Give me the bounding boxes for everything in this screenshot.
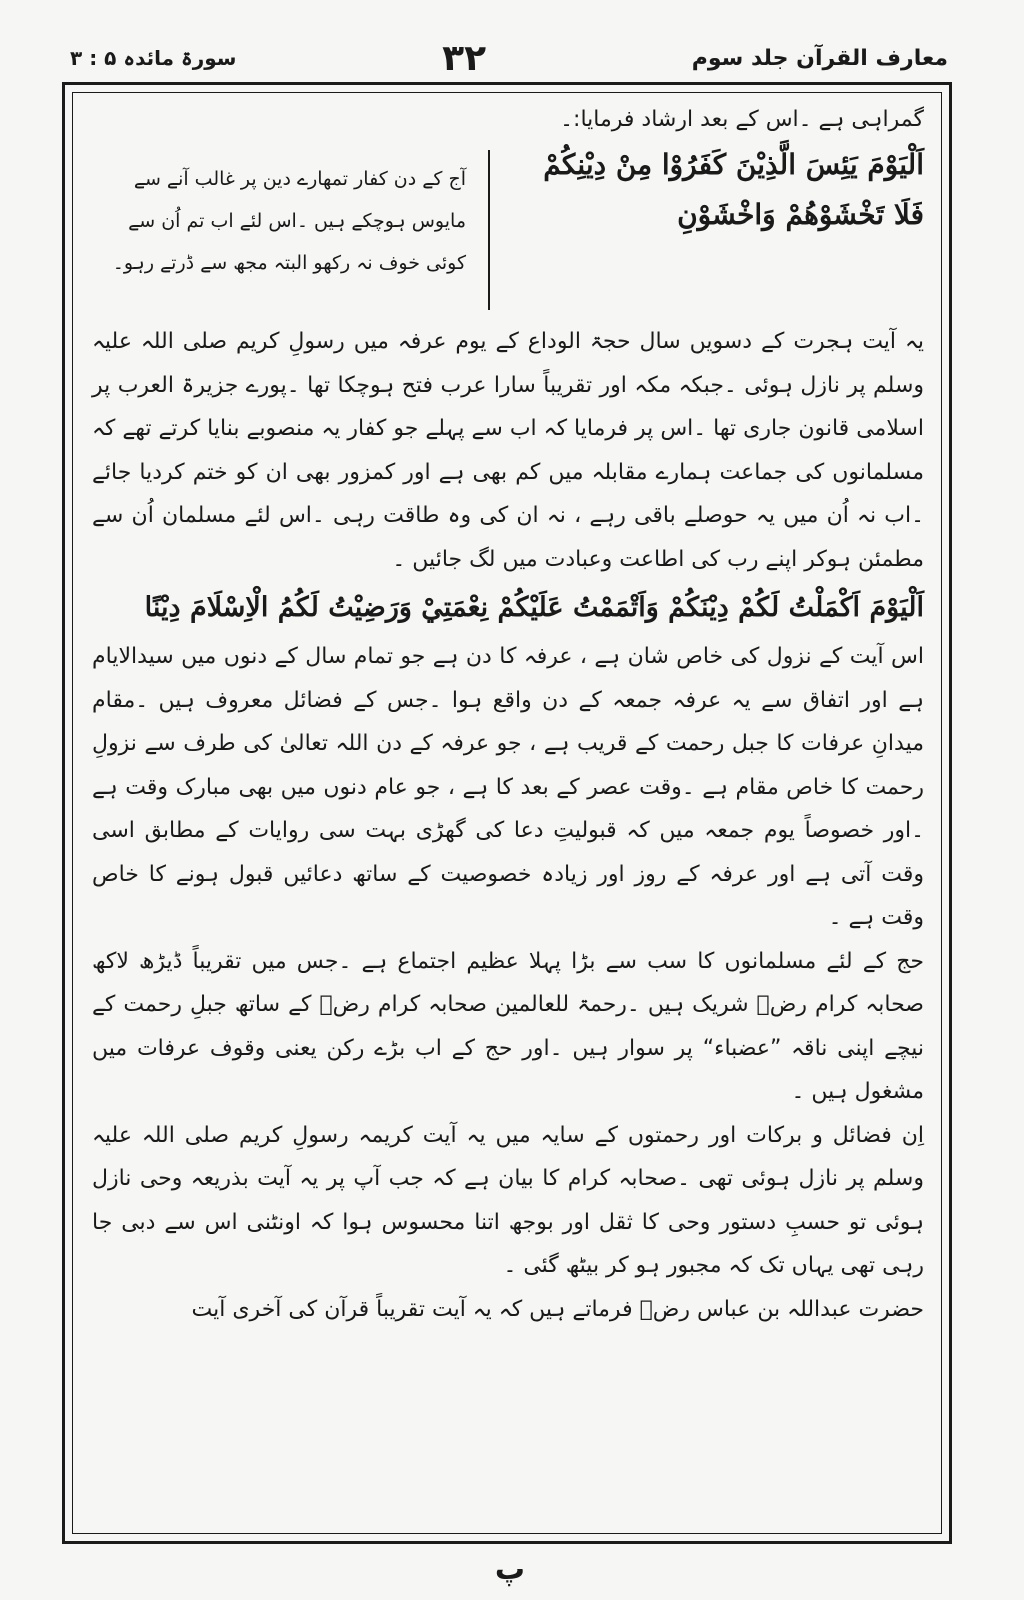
- commentary-paragraph: حج کے لئے مسلمانوں کا سب سے بڑا پہلا عظیم اجتماع ہے ۔جس میں تقریباً ڈیڑھ لاکھ صحابہ کرام رضؓ شریک ہیں ۔رحمۃ للعالمین صحابہ کرام رضؓ کے ساتھ جبلِ رحمت کے نیچے اپنی ناقہ ”عضباء“ پر سوار ہیں ۔اور حج کے اب بڑے رکن یعنی وقوف عرفات میں مشغول ہیں ۔: [92, 948, 924, 1104]
- translation-column: [92, 140, 488, 320]
- page-number: ۳۲: [442, 37, 487, 79]
- page-header: [70, 38, 948, 78]
- surah-reference: سورۃ مائدہ ۵ : ۳: [70, 46, 237, 70]
- verse-translation-block: [92, 140, 924, 320]
- page-body: [92, 100, 924, 1525]
- commentary-paragraph: اس آیت کے نزول کی خاص شان ہے ، عرفہ کا دن ہے جو تمام سال کے دنوں میں سیدالایام ہے اور اتفاق سے یہ عرفہ جمعہ کے دن واقع ہوا ۔جس کے فضائل معروف ہیں ۔مقام میدانِ عرفات کا جبل رحمت کے قریب ہے ، جو عرفہ کے دن اللہ تعالیٰ کی طرف سے نزولِ رحمت کا خاص مقام ہے ۔وقت عصر کے بعد کا ہے ، جو عام دنوں میں بھی مبارک وقت ہے ۔اور خصوصاً یوم جمعہ میں کہ قبولیتِ دعا کی گھڑی بہت سی روایات کے مطابق اسی وقت آتی ہے اور عرفہ کے روز اور زیادہ خصوصیت کے ساتھ دعائیں قبول ہونے کا خاص وقت ہے ۔: [92, 644, 924, 930]
- arabic-verse-column: [490, 140, 924, 320]
- intro-line: گمراہی ہے ۔اس کے بعد ارشاد فرمایا:۔: [560, 107, 924, 132]
- arabic-verse: اَلْيَوْمَ يَئِسَ الَّذِيْنَ كَفَرُوْا مِنْ دِيْنِكُمْ فَلَا تَخْشَوْهُمْ وَاخْشَوْنِ: [543, 148, 924, 231]
- commentary-paragraph: یہ آیت ہجرت کے دسویں سال حجۃ الوداع کے یوم عرفہ میں رسولِ کریم صلی اللہ علیہ وسلم پر نازل ہوئی ۔جبکہ مکہ اور تقریباً سارا عرب فتح ہوچکا تھا ۔پورے جزیرۃ العرب پر اسلامی قانون جاری تھا ۔اس پر فرمایا کہ اب سے پہلے جو کفار یہ منصوبے بنایا کرتے تھے کہ مسلمانوں کی جماعت ہمارے مقابلہ میں کم بھی ہے اور کمزور بھی ان کو ختم کردیا جائے ۔اب نہ اُن میں یہ حوصلے باقی رہے ، نہ ان کی وہ طاقت رہی ۔اس لئے مسلمان اُن سے مطمئن ہوکر اپنے رب کی اطاعت وعبادت میں لگ جائیں ۔: [92, 329, 924, 572]
- column-divider: [488, 150, 490, 310]
- commentary-paragraph: اِن فضائل و برکات اور رحمتوں کے سایہ میں یہ آیت کریمہ رسولِ کریم صلی اللہ علیہ وسلم پر نازل ہوئی تھی ۔صحابہ کرام کا بیان ہے کہ جب آپ پر یہ آیت بذریعہ وحی نازل ہوئی تو حسبِ دستور وحی کا ثقل اور بوجھ اتنا محسوس ہوا کہ اونٹنی اس سے دبی جا رہی تھی یہاں تک کہ مجبور ہو کر بیٹھ گئی ۔: [92, 1122, 924, 1278]
- footer-mark: پ: [494, 1552, 526, 1587]
- book-title: معارف القرآن جلد سوم: [691, 45, 948, 71]
- arabic-verse: اَلْيَوْمَ اَكْمَلْتُ لَكُمْ دِيْنَكُمْ وَاَتْمَمْتُ عَلَيْكُمْ نِعْمَتِيْ وَرَضِيْتُ لَكُمُ الْاِسْلَامَ دِيْنًا: [144, 592, 924, 623]
- verse-translation: آج کے دن کفار تمھارے دین پر غالب آنے سے مایوس ہوچکے ہیں ۔اس لئے اب تم اُن سے کوئی خوف نہ رکھو البتہ مجھ سے ڈرتے رہو۔: [112, 168, 466, 274]
- commentary-paragraph: حضرت عبداللہ بن عباس رضؓ فرماتے ہیں کہ یہ آیت تقریباً قرآن کی آخری آیت: [191, 1296, 924, 1322]
